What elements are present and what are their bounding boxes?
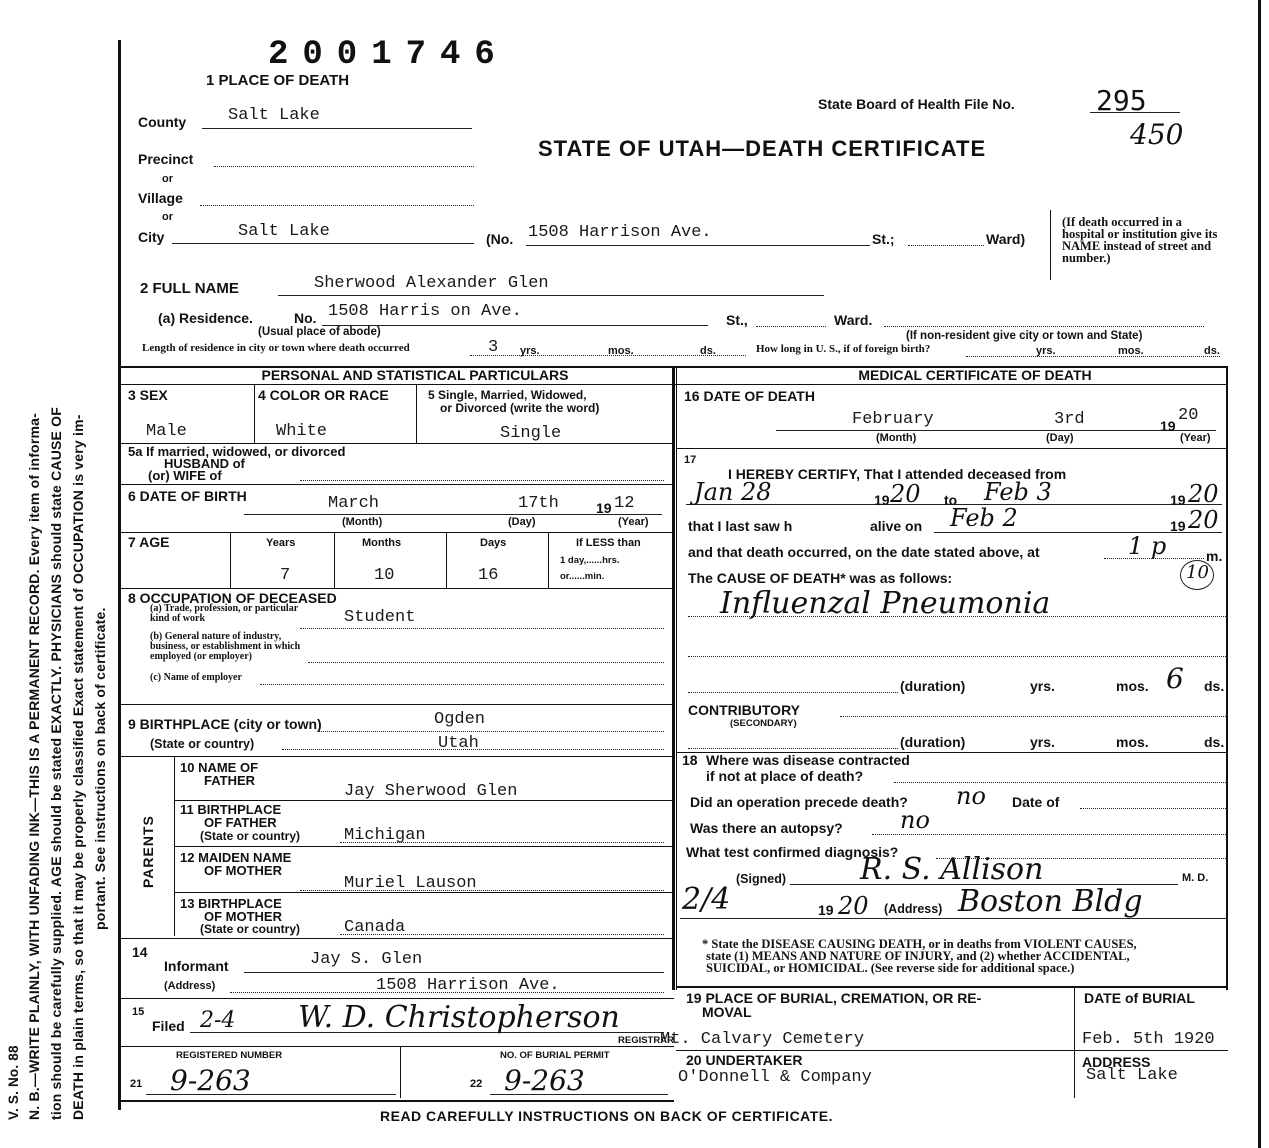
autopsy-label: Was there an autopsy? (690, 820, 843, 836)
street-no-label: (No. (486, 231, 514, 247)
contributory-label: CONTRIBUTORY (688, 702, 800, 718)
informant-num: 14 (132, 944, 148, 960)
cause-value: Influenzal Pneumonia (720, 586, 1051, 621)
residence-label: (a) Residence. (158, 310, 253, 326)
dob-label: 6 DATE OF BIRTH (128, 488, 247, 504)
autopsy-value: no (900, 806, 930, 834)
operation-value: no (956, 782, 986, 810)
saw-year: 20 (1188, 506, 1219, 534)
personal-header: PERSONAL AND STATISTICAL PARTICULARS (261, 367, 569, 383)
m-label: m. (1206, 548, 1223, 564)
occupation-b-label: (b) General nature of industry, business, or establishment in which employed (or employer) (150, 631, 301, 662)
street-value: 1508 Harrison Ave. (528, 223, 712, 242)
cause-label: The CAUSE OF DEATH* was as follows: (688, 570, 953, 586)
father-birthplace-value: Michigan (344, 826, 426, 845)
mother-bp-label-3: (State or country) (200, 922, 301, 936)
last-saw-date: Feb 2 (950, 504, 1018, 532)
medical-header: MEDICAL CERTIFICATE OF DEATH (858, 367, 1092, 383)
dob-month-value: March (328, 494, 380, 513)
to-19: 19 (1170, 492, 1186, 508)
or-label-1: or (162, 173, 173, 185)
ward-label: Ward) (986, 231, 1026, 247)
from-year: 20 (890, 480, 921, 508)
length-years-value: 3 (488, 338, 499, 357)
duration-yrs-2: yrs. (1030, 734, 1055, 750)
mother-label-2: OF MOTHER (204, 863, 282, 878)
margin-instructions-line-1: N. B.—WRITE PLAINLY, WITH UNFADING INK—THIS IS A PERMANENT RECORD. Every item of informa- (26, 413, 42, 1120)
or-label-2: or (162, 211, 173, 223)
father-bp-label-1: 11 BIRTHPLACE (180, 802, 282, 817)
date-of-death-label: 16 DATE OF DEATH (684, 388, 815, 404)
n18-label: 18 (682, 752, 698, 768)
burial-permit-label: NO. OF BURIAL PERMIT (500, 1050, 610, 1061)
n21-label: 21 (130, 1078, 143, 1090)
full-name-label: 2 FULL NAME (140, 280, 239, 297)
mother-bp-label-2: OF MOTHER (204, 909, 282, 924)
birthplace-label: 9 BIRTHPLACE (city or town) (128, 716, 322, 732)
saw-19: 19 (1170, 518, 1186, 534)
occupation-label: 8 OCCUPATION OF DECEASED (128, 590, 337, 606)
hospital-note: (If death occurred in a hospital or institution give its NAME instead of street and number.) (1062, 215, 1218, 265)
margin-vs-number: V. S. No. 88 (6, 1045, 21, 1120)
residence-no-label: No. (294, 310, 317, 326)
burial-date-label: DATE of BURIAL (1084, 990, 1195, 1006)
occupation-c-label: (c) Name of employer (150, 672, 242, 683)
mother-value: Muriel Lauson (344, 874, 477, 893)
birthplace-city-value: Ogden (434, 710, 486, 729)
form-title: STATE OF UTAH—DEATH CERTIFICATE (538, 136, 987, 161)
residence-value: 1508 Harris on Ave. (328, 302, 522, 321)
burial-place-label-1: 19 PLACE OF BURIAL, CREMATION, OR RE- (686, 990, 982, 1006)
left-border (118, 40, 121, 1110)
dod-day-label: (Day) (1046, 432, 1074, 444)
death-time: 1 p (1128, 532, 1167, 560)
dob-day-label: (Day) (508, 516, 536, 528)
full-name-value: Sherwood Alexander Glen (314, 274, 549, 293)
age-years-value: 7 (280, 566, 291, 585)
length-mos-label: mos. (608, 345, 634, 357)
village-label: Village (138, 190, 183, 206)
marital-value: Single (500, 424, 562, 443)
dod-year-prefix: 19 (1160, 418, 1176, 434)
less-than-label-2: 1 day,......hrs. (560, 555, 620, 566)
last-saw-label: that I last saw h (688, 518, 793, 534)
footer-instructions: READ CAREFULLY INSTRUCTIONS ON BACK OF CERTIFICATE. (380, 1108, 834, 1124)
where-contracted-label-1: Where was disease contracted (706, 752, 910, 768)
city-label: City (138, 229, 165, 245)
dob-day-value: 17th (518, 494, 559, 513)
color-value: White (276, 422, 328, 441)
spouse-label-3: (or) WIFE of (148, 468, 222, 483)
father-label-2: FATHER (204, 773, 256, 788)
duration-yrs-1: yrs. (1030, 678, 1055, 694)
mother-label-1: 12 MAIDEN NAME (180, 850, 292, 865)
city-value: Salt Lake (238, 222, 330, 241)
sex-label: 3 SEX (128, 387, 168, 403)
secondary-label: (SECONDARY) (730, 718, 797, 729)
registrar-label: REGISTRAR (618, 1035, 674, 1046)
age-months-label: Months (362, 537, 402, 549)
cause-code: 10 (1186, 562, 1209, 583)
dob-year-prefix: 19 (596, 500, 612, 516)
occupation-a-label: (a) Trade, profession, or particular kind of work (150, 603, 298, 624)
age-years-label: Years (266, 537, 296, 549)
attended-from: Jan 28 (694, 478, 772, 506)
burial-date-value: Feb. 5th 1920 (1082, 1030, 1215, 1049)
us-mos-label: mos. (1118, 345, 1144, 357)
duration-ds-1: ds. (1204, 678, 1225, 694)
informant-name-value: Jay S. Glen (310, 950, 423, 969)
sex-value: Male (146, 422, 187, 441)
duration-mos-2: mos. (1116, 734, 1149, 750)
to-label: to (944, 492, 958, 508)
usual-place-label: (Usual place of abode) (258, 326, 381, 338)
sign-year: 20 (838, 892, 869, 920)
duration-mos-value: 6 (1166, 662, 1184, 695)
informant-address-value: 1508 Harrison Ave. (376, 976, 560, 995)
father-value: Jay Sherwood Glen (344, 782, 518, 801)
undertaker-label: 20 UNDERTAKER (686, 1052, 803, 1068)
informant-label: Informant (164, 958, 229, 974)
father-bp-label-3: (State or country) (200, 829, 301, 843)
parents-side-label: PARENTS (140, 815, 156, 888)
filed-label: Filed (152, 1018, 185, 1034)
margin-instructions-line-2: tion should be carefully supplied. AGE should be stated EXACTLY. PHYSICIANS should state CAUSE OF (48, 406, 64, 1120)
dod-year-label: (Year) (1180, 432, 1211, 444)
dod-year-value: 20 (1178, 406, 1199, 425)
place-of-death-label: 1 PLACE OF DEATH (206, 72, 350, 89)
sign-date: 2/4 (682, 882, 731, 917)
burial-permit-value: 9-263 (504, 1064, 585, 1097)
state-file-no: 295 (1096, 84, 1147, 117)
less-than-label-3: or......min. (560, 571, 605, 582)
certificate-number: 2001746 (268, 36, 509, 74)
dob-year-label: (Year) (618, 516, 649, 528)
birthplace-state-label: (State or country) (150, 737, 255, 751)
registered-number-value: 9-263 (170, 1064, 251, 1097)
from-19: 19 (874, 492, 890, 508)
marital-label-1: 5 Single, Married, Widowed, (428, 388, 587, 402)
burial-address-value: Salt Lake (1086, 1066, 1178, 1085)
us-ds-label: ds. (1204, 345, 1220, 357)
last-saw-tail: alive on (870, 518, 923, 534)
dod-day-value: 3rd (1054, 410, 1085, 429)
duration-label-1: (duration) (900, 678, 966, 694)
sign-19: 19 (818, 902, 834, 918)
reg-number-label: REGISTERED NUMBER (176, 1050, 283, 1061)
county-value: Salt Lake (228, 106, 320, 125)
footnote-3: SUICIDAL, or HOMICIDAL. (See reverse side for additional space.) (706, 961, 1075, 975)
length-ds-label: ds. (700, 345, 716, 357)
physician-address-value: Boston Bldg (958, 884, 1143, 919)
filed-date: 2-4 (200, 1008, 236, 1033)
margin-instructions-line-4: portant. See instructions on back of certificate. (92, 607, 108, 930)
residence-ward-label: Ward. (834, 312, 873, 328)
state-board-label: State Board of Health File No. (818, 96, 1015, 112)
nonresident-note: (If non-resident give city or town and State) (906, 330, 1143, 342)
signed-label: (Signed) (736, 872, 786, 886)
n22-label: 22 (470, 1078, 483, 1090)
certify-text: I HEREBY CERTIFY, That I attended deceased from (728, 466, 1067, 482)
occupation-value: Student (344, 608, 416, 627)
residence-st-label: St., (726, 312, 748, 328)
informant-address-label: (Address) (164, 980, 216, 992)
age-days-value: 16 (478, 566, 499, 585)
registrar-signature: W. D. Christopherson (298, 1000, 620, 1035)
mother-bp-label-1: 13 BIRTHPLACE (180, 896, 282, 911)
less-than-label-1: If LESS than (576, 537, 641, 549)
spouse-label-1: 5a If married, widowed, or divorced (128, 444, 346, 459)
filed-num: 15 (132, 1006, 145, 1018)
length-residence-label: Length of residence in city or town where death occurred (142, 342, 410, 354)
attended-to: Feb 3 (984, 478, 1052, 506)
precinct-label: Precinct (138, 151, 194, 167)
operation-label: Did an operation precede death? (690, 794, 908, 810)
dod-month-value: February (852, 410, 934, 429)
footnote-1: * State the DISEASE CAUSING DEATH, or in deaths from VIOLENT CAUSES, (702, 937, 1137, 951)
how-long-us-label: How long in U. S., if of foreign birth? (756, 343, 931, 355)
burial-place-value: Mt. Calvary Cemetery (660, 1030, 865, 1049)
where-contracted-label-2: if not at place of death? (706, 768, 864, 784)
to-year: 20 (1188, 480, 1219, 508)
footnote-2: state (1) MEANS AND NATURE OF INJURY, and (2) whether ACCIDENTAL, (706, 949, 1130, 963)
age-days-label: Days (480, 537, 507, 549)
spouse-label-2: HUSBAND of (164, 456, 245, 471)
date-of-label: Date of (1012, 794, 1060, 810)
st-label: St.; (872, 231, 895, 247)
length-yrs-label: yrs. (520, 345, 540, 357)
county-label: County (138, 114, 187, 130)
age-label: 7 AGE (128, 534, 170, 550)
duration-ds-2: ds. (1204, 734, 1225, 750)
margin-instructions-line-3: DEATH in plain terms, so that it may be properly classified Exact statement of OCCUPATION is very im- (70, 414, 86, 1120)
death-occurred-label: and that death occurred, on the date stated above, at (688, 544, 1040, 560)
undertaker-value: O'Donnell & Company (678, 1068, 872, 1087)
duration-mos-1: mos. (1116, 678, 1149, 694)
birthplace-state-value: Utah (438, 734, 479, 753)
physician-address-label: (Address) (884, 902, 943, 916)
father-label-1: 10 NAME OF (180, 760, 259, 775)
us-yrs-label: yrs. (1036, 345, 1056, 357)
age-months-value: 10 (374, 566, 395, 585)
marital-label-2: or Divorced (write the word) (440, 401, 600, 415)
dod-month-label: (Month) (876, 432, 917, 444)
md-label: M. D. (1182, 872, 1209, 884)
dob-month-label: (Month) (342, 516, 383, 528)
test-confirmed-label: What test confirmed diagnosis? (686, 844, 899, 860)
burial-place-label-2: MOVAL (702, 1004, 752, 1020)
dob-year-value: 12 (614, 494, 635, 513)
mother-birthplace-value: Canada (344, 918, 406, 937)
color-label: 4 COLOR OR RACE (258, 387, 389, 403)
n17-label: 17 (684, 454, 697, 466)
physician-signature: R. S. Allison (860, 852, 1044, 887)
right-border (1258, 0, 1261, 1148)
burial-address-label: ADDRESS (1082, 1054, 1151, 1070)
file-no-extra: 450 (1130, 118, 1184, 151)
father-bp-label-2: OF FATHER (204, 815, 277, 830)
duration-label-2: (duration) (900, 734, 966, 750)
